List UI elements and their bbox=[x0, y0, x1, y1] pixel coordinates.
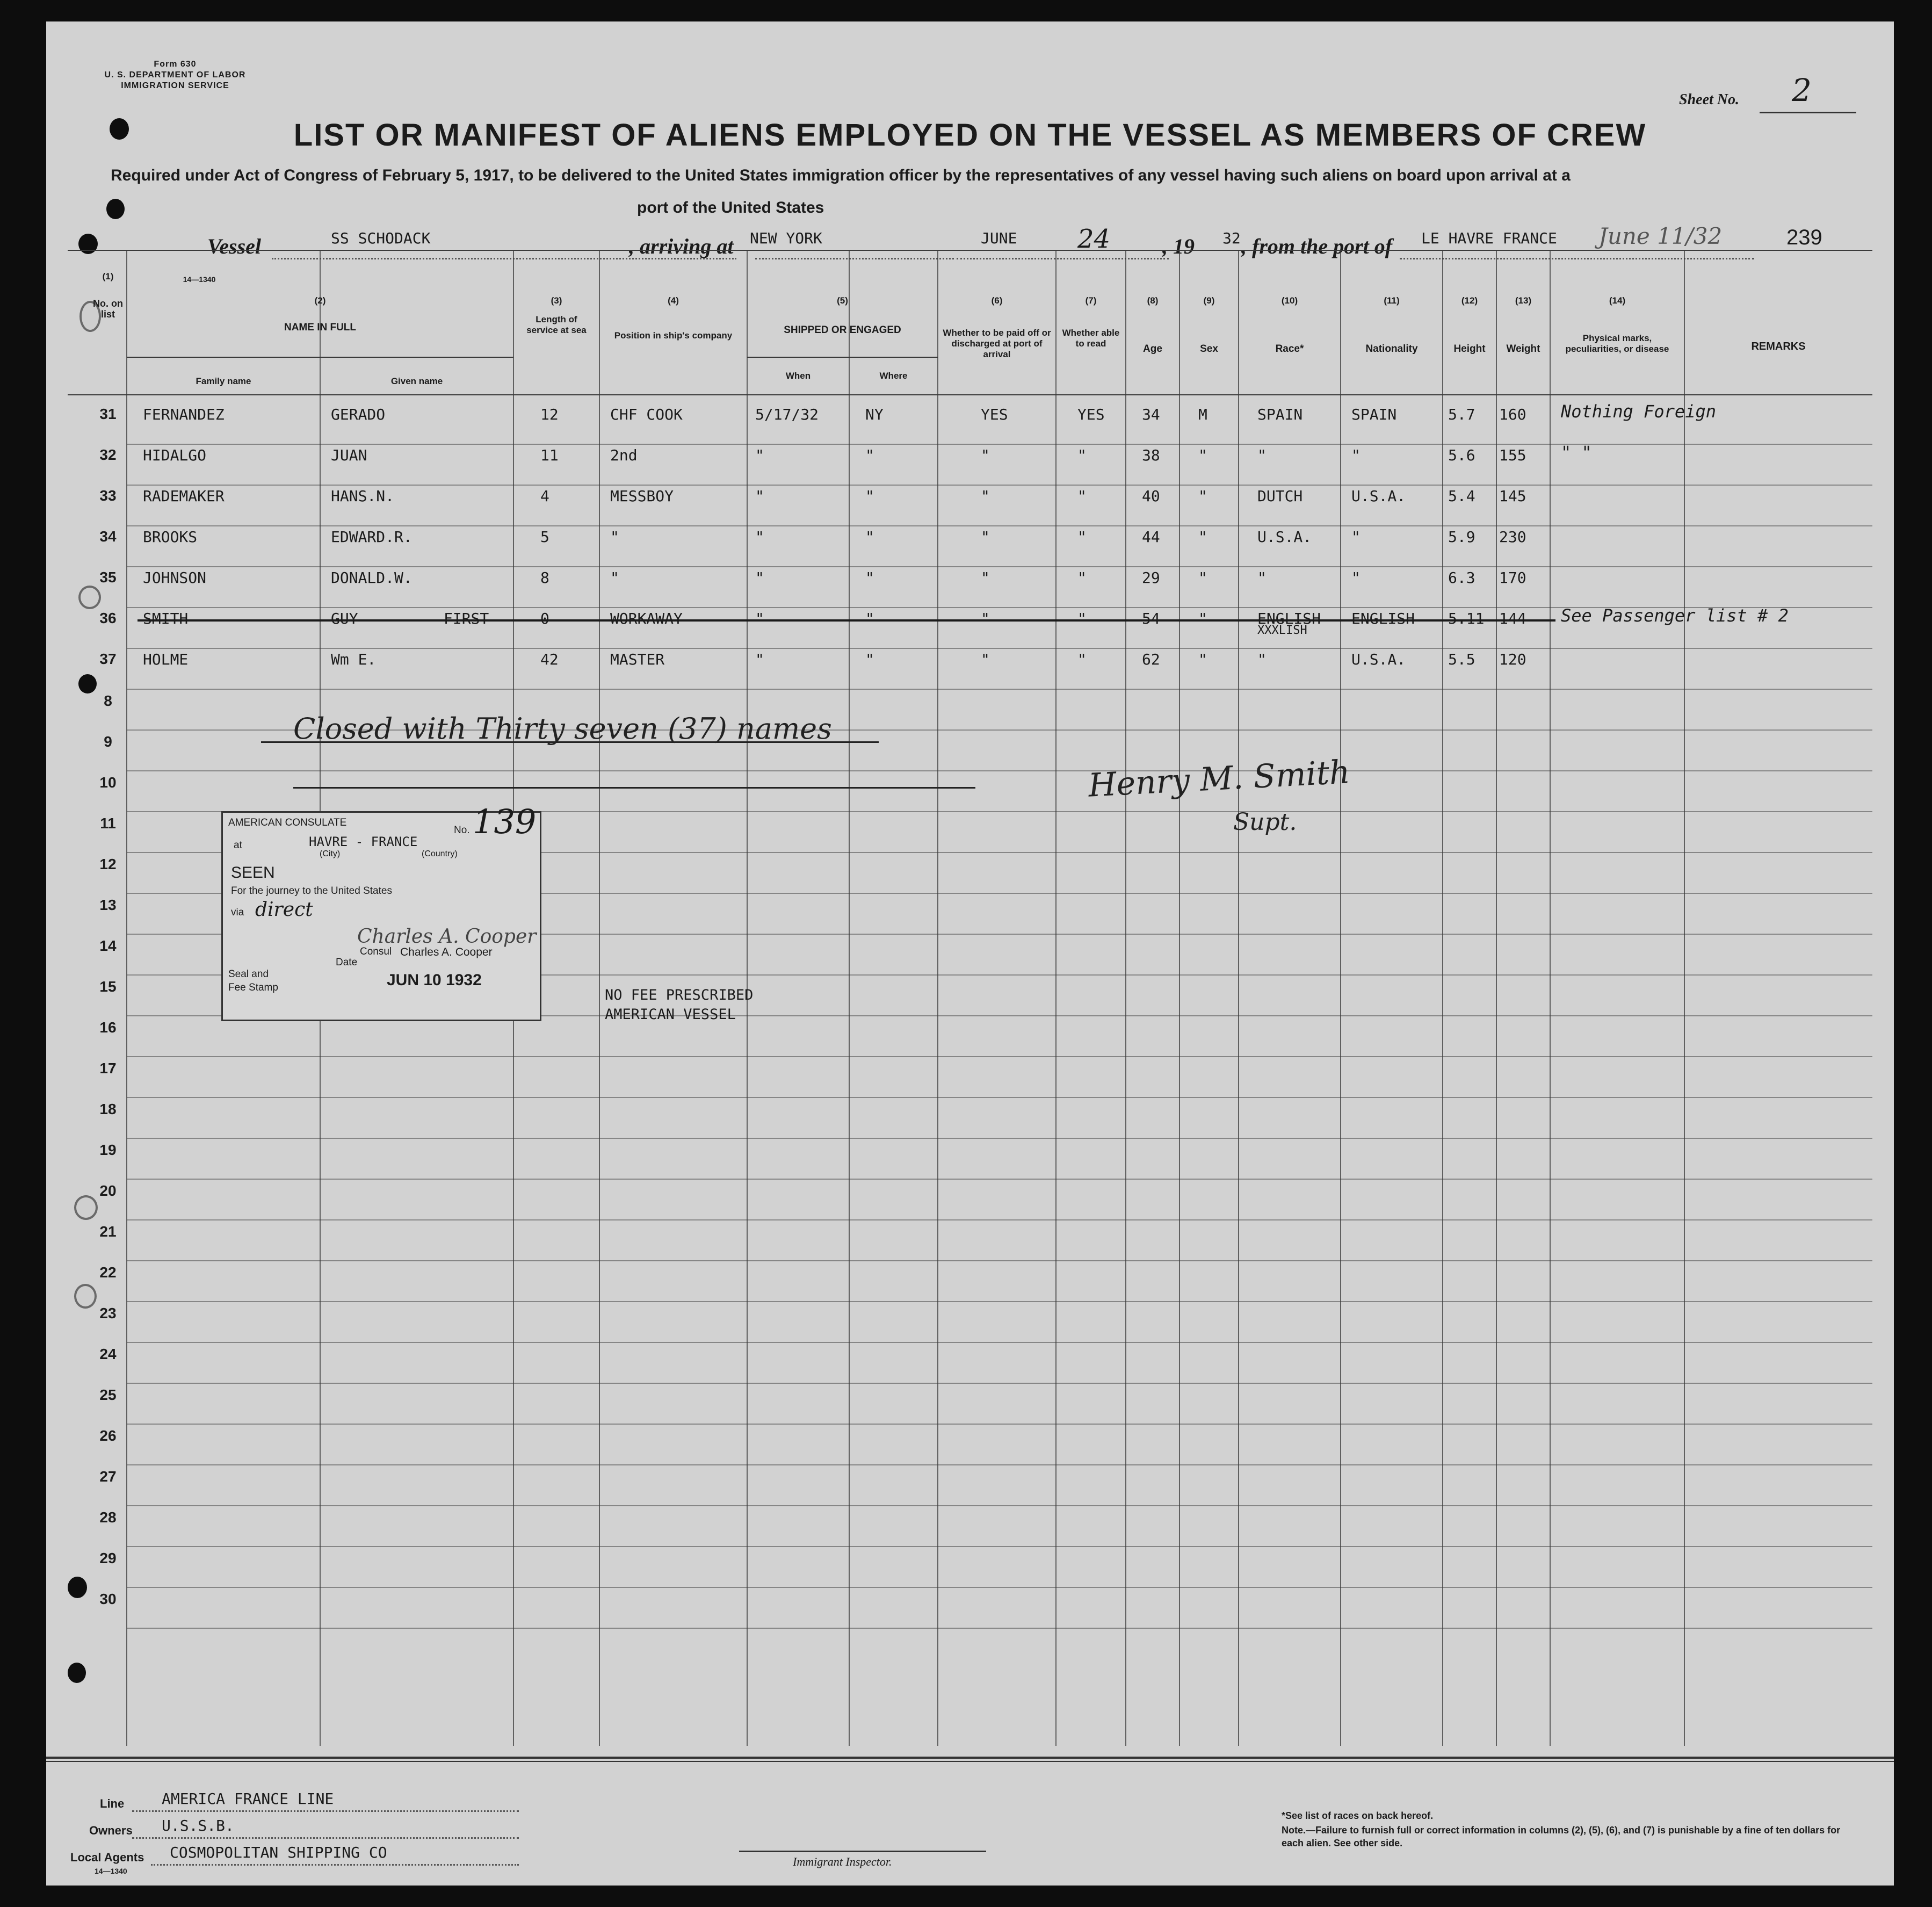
consul-signature: Charles A. Cooper bbox=[357, 926, 537, 948]
cell-age: 34 bbox=[1142, 406, 1160, 423]
cell-weight: 144 bbox=[1499, 610, 1526, 627]
cell-sex: " bbox=[1198, 610, 1207, 627]
col-7-number: (7) bbox=[1085, 295, 1097, 306]
stamp-seen: SEEN bbox=[231, 864, 275, 882]
stamp-via: direct bbox=[255, 899, 313, 921]
row-number: 31 bbox=[99, 406, 117, 422]
col-13-header: Weight bbox=[1506, 343, 1540, 355]
cell-paid-off: " bbox=[981, 528, 990, 546]
cell-read: " bbox=[1077, 487, 1087, 505]
cell-given: JUAN bbox=[331, 446, 367, 464]
cell-where: " bbox=[865, 569, 874, 587]
col-13-number: (13) bbox=[1515, 295, 1532, 306]
row-number: 33 bbox=[99, 487, 117, 504]
row-number: 21 bbox=[99, 1223, 117, 1240]
stamp-at-label: at bbox=[234, 840, 242, 851]
cell-sex: " bbox=[1198, 528, 1207, 546]
from-label: , from the port of bbox=[1241, 234, 1393, 258]
cell-marks: See Passenger list # 2 bbox=[1561, 605, 1789, 626]
stamp-journey: For the journey to the United States bbox=[231, 885, 392, 897]
col-2-family: Family name bbox=[196, 376, 251, 386]
row-number: 23 bbox=[99, 1305, 117, 1321]
col-7-header: Whether able to read bbox=[1062, 328, 1120, 349]
cell-race: " bbox=[1257, 446, 1267, 464]
cell-service: 42 bbox=[540, 651, 559, 668]
cell-service: 4 bbox=[540, 487, 549, 505]
cell-age: 29 bbox=[1142, 569, 1160, 587]
col-9-header: Sex bbox=[1200, 343, 1218, 355]
col-9-number: (9) bbox=[1203, 295, 1215, 306]
cell-family: HIDALGO bbox=[143, 446, 207, 464]
stamp-country-label: (Country) bbox=[422, 849, 458, 858]
closing-note: Closed with Thirty seven (37) names bbox=[293, 712, 832, 746]
stamp-seal-1: Seal and bbox=[228, 969, 269, 980]
department: U. S. DEPARTMENT OF LABOR bbox=[104, 70, 246, 80]
stamp-date: JUN 10 1932 bbox=[387, 971, 482, 989]
col-15-header: REMARKS bbox=[1751, 341, 1806, 352]
col-2-given: Given name bbox=[390, 376, 443, 386]
stamp-no-label: No. bbox=[454, 825, 470, 836]
cell-extra: FIRST bbox=[444, 610, 489, 627]
fee-note-line-1: NO FEE PRESCRIBED bbox=[605, 987, 754, 1003]
stamp-via-label: via bbox=[231, 907, 244, 918]
stamp-consul-label: Consul bbox=[360, 946, 392, 957]
departure-date: June 11/32 bbox=[1598, 223, 1723, 249]
col-5-where: Where bbox=[879, 371, 908, 381]
cell-age: 62 bbox=[1142, 651, 1160, 668]
col-6-header: Whether to be paid off or discharged at port of arrival bbox=[943, 328, 1051, 359]
cell-paid-off: YES bbox=[981, 406, 1008, 423]
cell-race: " bbox=[1257, 651, 1267, 668]
cell-service: 5 bbox=[540, 528, 549, 546]
cell-age: 40 bbox=[1142, 487, 1160, 505]
vessel-label: Vessel bbox=[207, 234, 261, 258]
row-number: 32 bbox=[99, 446, 117, 463]
col-5-header: SHIPPED OR ENGAGED bbox=[784, 324, 901, 336]
cell-when: " bbox=[755, 446, 764, 464]
col-12-number: (12) bbox=[1461, 295, 1478, 306]
cell-position: MESSBOY bbox=[610, 487, 674, 505]
cell-when: " bbox=[755, 487, 764, 505]
race-note: *See list of races on back hereof. bbox=[1282, 1810, 1434, 1821]
cell-weight: 155 bbox=[1499, 446, 1526, 464]
cell-sex: M bbox=[1198, 406, 1207, 423]
cell-paid-off: " bbox=[981, 610, 990, 627]
cell-paid-off: " bbox=[981, 651, 990, 668]
cell-family: JOHNSON bbox=[143, 569, 207, 587]
line-value: AMERICA FRANCE LINE bbox=[162, 1790, 334, 1808]
cell-given: GUY bbox=[331, 610, 358, 627]
row-number: 18 bbox=[99, 1101, 117, 1117]
row-number: 36 bbox=[99, 610, 117, 626]
sheet-label: Sheet No. bbox=[1679, 91, 1739, 108]
col-1-header: No. on list bbox=[93, 298, 123, 320]
cell-given: Wm E. bbox=[331, 651, 377, 668]
punch-hole bbox=[106, 199, 125, 219]
row-number: 17 bbox=[99, 1060, 117, 1077]
col-10-number: (10) bbox=[1281, 295, 1298, 306]
cell-age: 54 bbox=[1142, 610, 1160, 627]
row-number: 22 bbox=[99, 1264, 117, 1281]
col-3-number: (3) bbox=[551, 295, 562, 306]
cell-family: HOLME bbox=[143, 651, 189, 668]
vessel-name: SS SCHODACK bbox=[331, 229, 431, 247]
col-1-number: (1) bbox=[102, 271, 114, 281]
cell-nationality: SPAIN bbox=[1351, 406, 1397, 423]
cell-nationality: U.S.A. bbox=[1351, 651, 1406, 668]
cell-nationality: " bbox=[1351, 446, 1361, 464]
stamp-seal-2: Fee Stamp bbox=[228, 982, 278, 993]
cell-when: 5/17/32 bbox=[755, 406, 819, 423]
stamp-city-label: (City) bbox=[320, 849, 341, 858]
cell-read: " bbox=[1077, 446, 1087, 464]
cell-weight: 120 bbox=[1499, 651, 1526, 668]
cell-when: " bbox=[755, 528, 764, 546]
row-number: 30 bbox=[99, 1591, 117, 1607]
stamp-no: 139 bbox=[473, 802, 537, 841]
cell-race: U.S.A. bbox=[1257, 528, 1312, 546]
col-11-number: (11) bbox=[1384, 295, 1400, 306]
cell-marks: Nothing Foreign bbox=[1561, 401, 1716, 422]
cell-position: WORKAWAY bbox=[610, 610, 683, 627]
signature-title: Supt. bbox=[1233, 808, 1297, 836]
row-number: 34 bbox=[99, 528, 117, 545]
cell-read: " bbox=[1077, 651, 1087, 668]
col-14-number: (14) bbox=[1609, 295, 1626, 306]
cell-height: 5.5 bbox=[1448, 651, 1475, 668]
form-identifier bbox=[78, 59, 272, 91]
fee-note-line-2: AMERICAN VESSEL bbox=[605, 1006, 736, 1023]
arrival-month: JUNE bbox=[981, 229, 1017, 247]
agents-label: Local Agents bbox=[70, 1851, 144, 1864]
row-number: 37 bbox=[99, 651, 117, 667]
cell-position: " bbox=[610, 528, 619, 546]
page-title: LIST OR MANIFEST OF ALIENS EMPLOYED ON THE VESSEL AS MEMBERS OF CREW bbox=[293, 118, 1647, 153]
cell-when: " bbox=[755, 651, 764, 668]
row-number: 8 bbox=[104, 692, 112, 709]
inspector-label: Immigrant Inspector. bbox=[793, 1855, 892, 1868]
cell-weight: 230 bbox=[1499, 528, 1526, 546]
cell-height: 5.6 bbox=[1448, 446, 1475, 464]
sheet-number bbox=[1679, 72, 1812, 109]
cell-height: 5.11 bbox=[1448, 610, 1485, 627]
cell-read: " bbox=[1077, 528, 1087, 546]
cell-marks: " " bbox=[1561, 442, 1592, 463]
row-number: 28 bbox=[99, 1509, 117, 1526]
arrival-year: 32 bbox=[1222, 229, 1241, 247]
cell-sex: " bbox=[1198, 487, 1207, 505]
arriving-label: , arriving at bbox=[629, 234, 734, 258]
owners-label: Owners bbox=[89, 1824, 133, 1837]
consulate-stamp bbox=[221, 802, 541, 1021]
cell-race: " bbox=[1257, 569, 1267, 587]
stamp-header: AMERICAN CONSULATE bbox=[228, 817, 347, 828]
cell-sex: " bbox=[1198, 446, 1207, 464]
cell-nationality: " bbox=[1351, 528, 1361, 546]
cell-given: EDWARD.R. bbox=[331, 528, 413, 546]
col-5-when: When bbox=[785, 371, 811, 381]
row-number: 19 bbox=[99, 1142, 117, 1158]
cell-where: " bbox=[865, 446, 874, 464]
cell-service: 0 bbox=[540, 610, 549, 627]
cell-given: GERADO bbox=[331, 406, 386, 423]
cell-height: 5.7 bbox=[1448, 406, 1475, 423]
cell-when: " bbox=[755, 569, 764, 587]
cell-read: " bbox=[1077, 610, 1087, 627]
cell-when: " bbox=[755, 610, 764, 627]
cell-family: FERNANDEZ bbox=[143, 406, 225, 423]
cell-nationality: " bbox=[1351, 569, 1361, 587]
sheet-number-value: 2 bbox=[1792, 72, 1812, 109]
form-number: Form 630 bbox=[154, 60, 197, 69]
row-number: 13 bbox=[99, 897, 117, 913]
row-number: 35 bbox=[99, 569, 117, 586]
cell-family: BROOKS bbox=[143, 528, 198, 546]
cell-age: 44 bbox=[1142, 528, 1160, 546]
row-number: 24 bbox=[99, 1346, 117, 1362]
col-4-header: Position in ship's company bbox=[614, 330, 733, 341]
row-number: 29 bbox=[99, 1550, 117, 1566]
col-2-number: (2) bbox=[314, 295, 326, 306]
col-4-number: (4) bbox=[668, 295, 679, 306]
cell-position: 2nd bbox=[610, 446, 638, 464]
cell-age: 38 bbox=[1142, 446, 1160, 464]
cell-given: DONALD.W. bbox=[331, 569, 413, 587]
cell-service: 8 bbox=[540, 569, 549, 587]
cell-paid-off: " bbox=[981, 569, 990, 587]
strikethrough-line bbox=[138, 619, 1555, 622]
col-12-header: Height bbox=[1453, 343, 1486, 355]
arrival-day: 24 bbox=[1077, 224, 1111, 254]
agents-value: COSMOPOLITAN SHIPPING CO bbox=[170, 1844, 387, 1861]
cell-family: RADEMAKER bbox=[143, 487, 225, 505]
row-number: 15 bbox=[99, 978, 117, 995]
departure-port: LE HAVRE FRANCE bbox=[1421, 229, 1557, 247]
row-number: 20 bbox=[99, 1182, 117, 1199]
row-number: 11 bbox=[100, 815, 116, 832]
cell-position: MASTER bbox=[610, 651, 665, 668]
cell-race: ENGLISH bbox=[1257, 610, 1321, 627]
col-6-number: (6) bbox=[991, 295, 1003, 306]
cell-position: CHF COOK bbox=[610, 406, 683, 423]
cell-height: 6.3 bbox=[1448, 569, 1475, 587]
cell-read: YES bbox=[1077, 406, 1105, 423]
cell-given: HANS.N. bbox=[331, 487, 395, 505]
cell-where: " bbox=[865, 487, 874, 505]
subtitle-line-2: port of the United States bbox=[637, 199, 824, 216]
row-number: 16 bbox=[99, 1019, 117, 1036]
cell-where: " bbox=[865, 610, 874, 627]
line-label: Line bbox=[100, 1797, 125, 1810]
service: IMMIGRATION SERVICE bbox=[121, 81, 229, 90]
arriving-port: NEW YORK bbox=[750, 229, 822, 247]
stamp-date-label: Date bbox=[336, 957, 358, 968]
penalty-note: Note.—Failure to furnish full or correct information in columns (2), (5), (6), and (7) is punishable by a fine of ten dollars for each alien. See other side. bbox=[1282, 1825, 1841, 1848]
col-10-header: Race* bbox=[1275, 343, 1304, 355]
cell-height: 5.4 bbox=[1448, 487, 1475, 505]
footer bbox=[46, 1757, 1894, 1886]
footer-code: 14—1340 bbox=[95, 1867, 127, 1875]
fee-note bbox=[605, 986, 753, 1024]
col-8-header: Age bbox=[1143, 343, 1162, 355]
cell-sex: " bbox=[1198, 569, 1207, 587]
cell-read: " bbox=[1077, 569, 1087, 587]
cell-weight: 145 bbox=[1499, 487, 1526, 505]
row-number: 10 bbox=[99, 774, 117, 791]
page-number: 239 bbox=[1786, 226, 1822, 249]
stamp-consul-name: Charles A. Cooper bbox=[400, 946, 493, 958]
row-number: 14 bbox=[99, 937, 117, 954]
cell-nationality: ENGLISH bbox=[1351, 610, 1415, 627]
col-2-header: NAME IN FULL bbox=[284, 322, 357, 333]
row-number: 25 bbox=[99, 1386, 117, 1403]
stamp-city: HAVRE - FRANCE bbox=[309, 834, 418, 849]
manifest-sheet bbox=[46, 21, 1894, 1886]
subtitle-line-1: Required under Act of Congress of February 5, 1917, to be delivered to the United States immigration officer by the representatives of any vessel having such aliens on board upon arrival at a bbox=[111, 167, 1571, 184]
cell-where: NY bbox=[865, 406, 884, 423]
cell-weight: 160 bbox=[1499, 406, 1526, 423]
col-14-header: Physical marks, peculiarities, or disease bbox=[1565, 333, 1669, 354]
form-code: 14—1340 bbox=[183, 275, 216, 284]
master-signature: Henry M. Smith bbox=[1087, 753, 1351, 805]
cell-nationality: U.S.A. bbox=[1351, 487, 1406, 505]
row-number: 9 bbox=[104, 733, 112, 750]
row-number: 26 bbox=[99, 1427, 117, 1444]
owners-value: U.S.S.B. bbox=[162, 1817, 234, 1834]
cell-weight: 170 bbox=[1499, 569, 1526, 587]
cell-sex: " bbox=[1198, 651, 1207, 668]
cell-race-overwrite: XXXLISH bbox=[1257, 624, 1307, 637]
year-prefix: , 19 bbox=[1162, 234, 1195, 258]
col-11-header: Nationality bbox=[1365, 343, 1418, 355]
cell-paid-off: " bbox=[981, 446, 990, 464]
cell-position: " bbox=[610, 569, 619, 587]
row-number: 12 bbox=[99, 856, 117, 872]
cell-paid-off: " bbox=[981, 487, 990, 505]
cell-race: SPAIN bbox=[1257, 406, 1303, 423]
cell-race: DUTCH bbox=[1257, 487, 1303, 505]
cell-where: " bbox=[865, 651, 874, 668]
row-number: 27 bbox=[99, 1468, 117, 1485]
col-8-number: (8) bbox=[1147, 295, 1159, 306]
col-3-header: Length of service at sea bbox=[526, 314, 587, 335]
cell-service: 12 bbox=[540, 406, 559, 423]
cell-family: SMITH bbox=[143, 610, 189, 627]
cell-where: " bbox=[865, 528, 874, 546]
cell-height: 5.9 bbox=[1448, 528, 1475, 546]
cell-service: 11 bbox=[540, 446, 559, 464]
col-5-number: (5) bbox=[837, 295, 848, 306]
